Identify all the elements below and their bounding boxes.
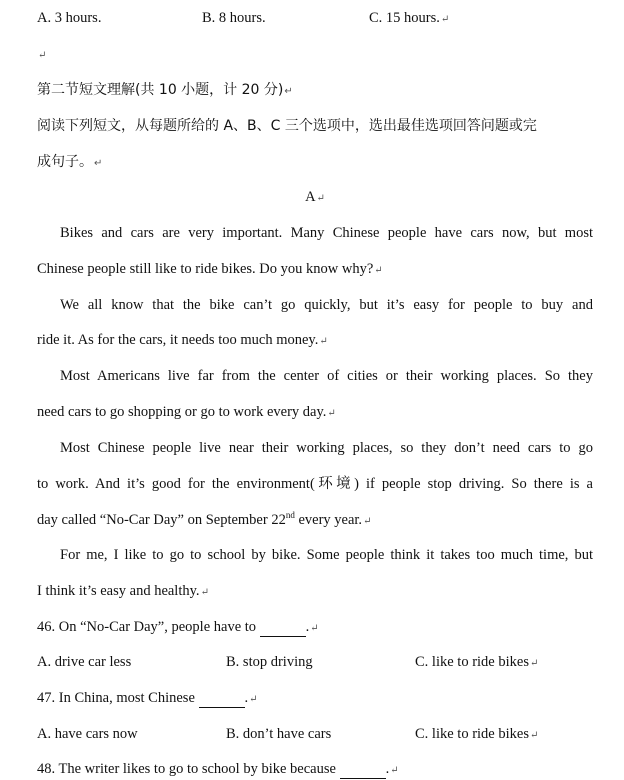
question-46-stem: 46. On “No-Car Day”, people have to: [37, 619, 257, 635]
section-instruction-line-1: 阅读下列短文，从每题所给的 A、B、C 三个选项中，选出最佳选项回答问题或完: [37, 118, 537, 134]
passage-p2-line-2-text: ride it. As for the cars, it needs too much money.: [37, 332, 319, 348]
question-48-end: .: [385, 761, 390, 777]
passage-p4-line-3-text: day called “No-Car Day” on September 22: [37, 512, 286, 528]
question-48: [37, 760, 593, 780]
passage-p4-line-3-end: every year.: [294, 512, 363, 528]
passage-p4-line-3: [37, 511, 593, 531]
paragraph-mark-icon: ↵: [284, 86, 293, 97]
q46-option-c-text: C. like to ride bikes: [415, 654, 529, 670]
empty-line: [37, 45, 593, 65]
paragraph-mark-icon: ↵: [38, 50, 47, 61]
q46-option-a: A. drive car less: [37, 654, 132, 670]
passage-label: [37, 188, 593, 208]
question-48-stem: 48. The writer likes to go to school by bike because: [37, 761, 336, 777]
question-46-end: .: [305, 619, 310, 635]
ordinal-suffix: nd: [285, 510, 295, 521]
passage-label-text: A: [305, 189, 316, 205]
section-instruction-line-2: [37, 153, 593, 173]
passage-p1-line-2-text: Chinese people still like to ride bikes. Do you know why?: [37, 261, 374, 277]
paragraph-mark-icon: ↵: [249, 694, 258, 705]
paragraph-mark-icon: ↵: [316, 193, 325, 204]
question-47: [37, 689, 593, 709]
passage-p3-line-1: Most Americans live far from the center of cities or their working places. So they: [60, 368, 593, 384]
passage-p5-line-2: [37, 582, 593, 602]
answer-blank: [199, 689, 245, 708]
q45-option-c-text: C. 15 hours.: [369, 10, 440, 26]
passage-p2-line-2: [37, 331, 593, 351]
q47-option-b: B. don’t have cars: [226, 726, 332, 742]
passage-p1-line-2: [37, 260, 593, 280]
passage-p4-line-2: to work. And it’s good for the environment(环境) if people stop driving. So there is a: [37, 476, 593, 492]
q47-option-c: [415, 725, 538, 745]
section-instruction-text: 成句子。: [37, 154, 93, 170]
passage-p4-line-1: Most Chinese people live near their working places, so they don’t need cars to go: [60, 440, 593, 456]
passage-p3-line-2-text: need cars to go shopping or go to work every day.: [37, 404, 327, 420]
paragraph-mark-icon: ↵: [529, 730, 539, 741]
q45-option-a: A. 3 hours.: [37, 10, 102, 26]
section-title-text: 第二节短文理解(共 10 小题，计 20 分): [37, 82, 284, 98]
q45-option-c: [369, 9, 449, 29]
question-47-end: .: [244, 690, 249, 706]
q46-option-b: B. stop driving: [226, 654, 313, 670]
passage-p5-line-2-text: I think it’s easy and healthy.: [37, 583, 200, 599]
q46-option-c: [415, 653, 538, 673]
paragraph-mark-icon: ↵: [310, 623, 319, 634]
passage-p3-line-2: [37, 403, 593, 423]
section-title: [37, 81, 593, 101]
question-47-stem: 47. In China, most Chinese: [37, 690, 195, 706]
question-46: [37, 618, 593, 638]
paragraph-mark-icon: ↵: [363, 516, 372, 527]
passage-p5-line-1: For me, I like to go to school by bike. Some people think it takes too much time, but: [60, 547, 593, 563]
paragraph-mark-icon: ↵: [529, 658, 539, 669]
paragraph-mark-icon: ↵: [374, 265, 383, 276]
q47-option-c-text: C. like to ride bikes: [415, 726, 529, 742]
answer-blank: [340, 760, 386, 779]
passage-p2-line-1: We all know that the bike can’t go quickly, but it’s easy for people to buy and: [60, 297, 593, 313]
paragraph-mark-icon: ↵: [319, 336, 328, 347]
paragraph-mark-icon: ↵: [200, 587, 209, 598]
q47-option-a: A. have cars now: [37, 726, 138, 742]
passage-p1-line-1: Bikes and cars are very important. Many Chinese people have cars now, but most: [60, 225, 593, 241]
q45-option-b: B. 8 hours.: [202, 10, 266, 26]
paragraph-mark-icon: ↵: [94, 158, 103, 169]
paragraph-mark-icon: ↵: [390, 765, 399, 776]
paragraph-mark-icon: ↵: [327, 408, 336, 419]
answer-blank: [260, 618, 306, 637]
paragraph-mark-icon: ↵: [440, 14, 450, 25]
